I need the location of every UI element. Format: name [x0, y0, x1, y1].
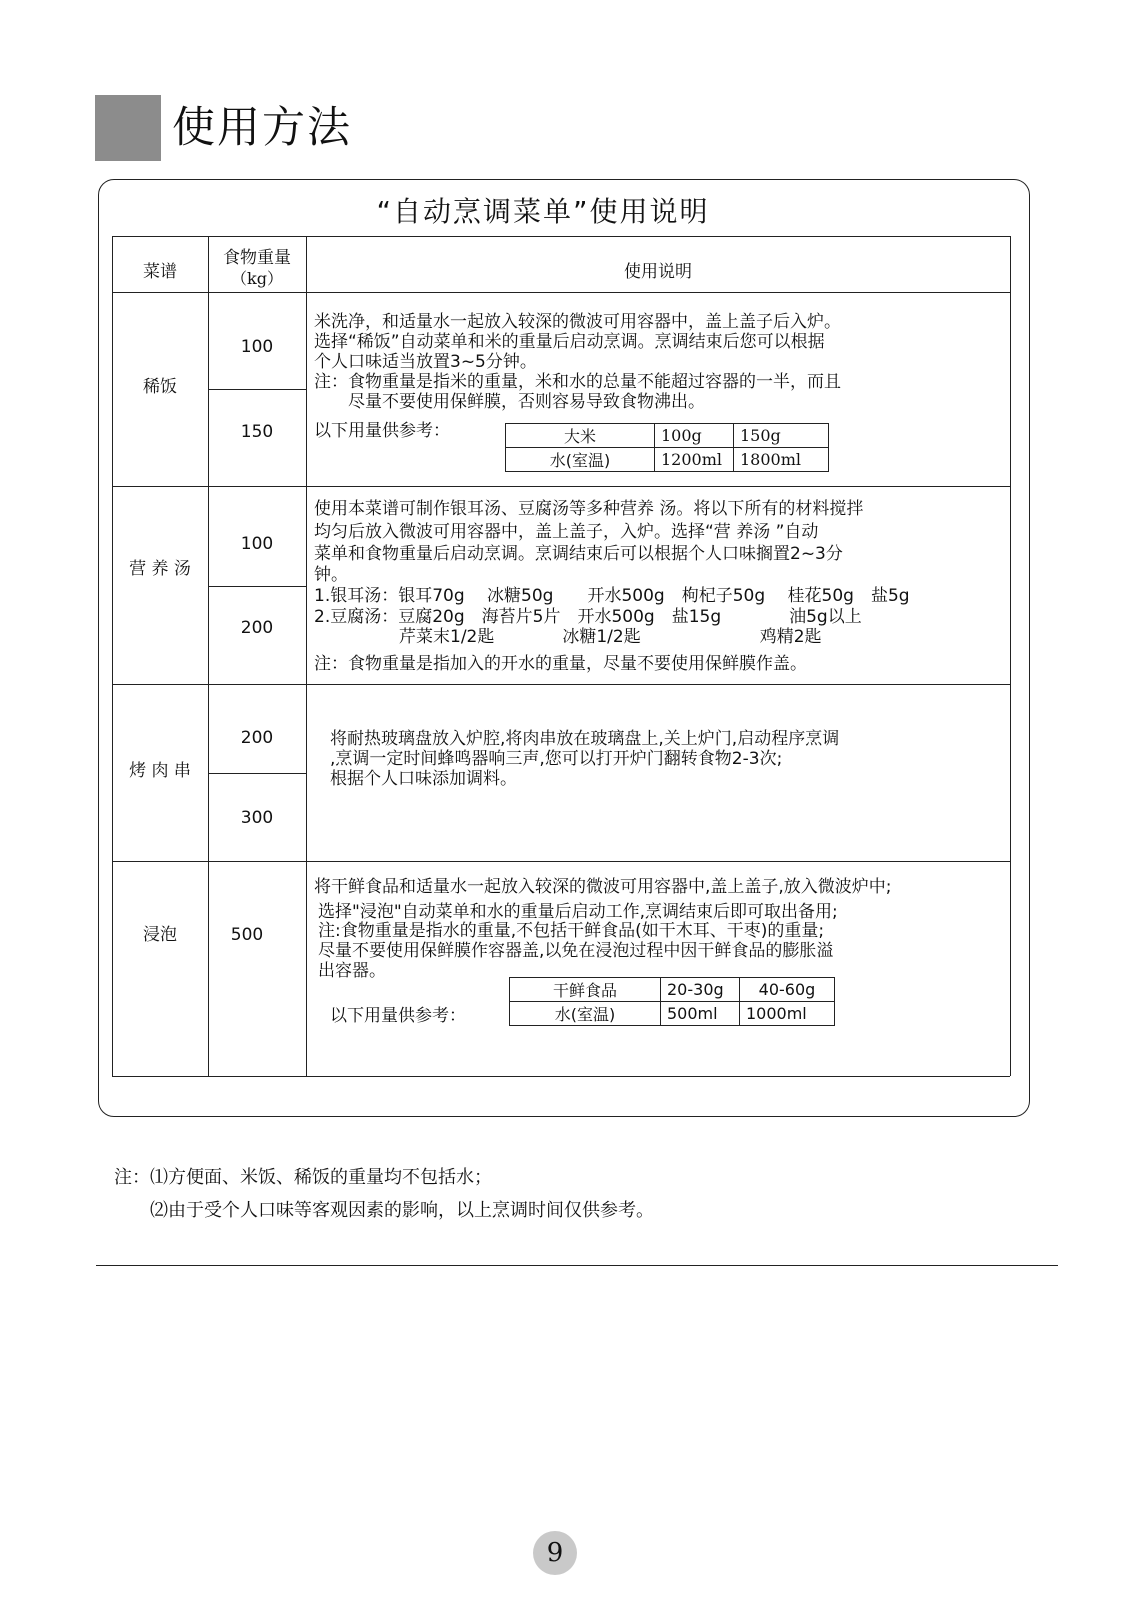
weight-value: 200 — [240, 618, 274, 638]
reference-table — [509, 977, 835, 1026]
menu-table — [112, 236, 1029, 1098]
instruction-line: 将干鲜食品和适量水一起放入较深的微波可用容器中,盖上盖子,放入微波炉中; — [314, 877, 892, 897]
section-title: 使用方法 — [172, 103, 352, 153]
header-weight: 食物重量 — [223, 248, 291, 268]
reference-cell: 干鲜食品 — [510, 978, 661, 1002]
instruction-line: 选择“稀饭”自动菜单和米的重量后启动烹调。烹调结束后您可以根据 — [314, 332, 825, 352]
reference-cell: 大米 — [506, 424, 655, 448]
instruction-line: 2.豆腐汤：豆腐20g 海苔片5片 开水500g 盐15g 油5g以上 — [314, 607, 862, 627]
instruction-line: 将耐热玻璃盘放入炉腔,将肉串放在玻璃盘上,关上炉门,启动程序烹调 — [330, 729, 840, 749]
weight-value: 150 — [240, 422, 274, 442]
instruction-line: 尽量不要使用保鲜膜，否则容易导致食物沸出。 — [314, 392, 705, 412]
reference-cell: 40-60g — [740, 978, 835, 1002]
recipe-name: 浸泡 — [143, 925, 177, 945]
reference-label: 以下用量供参考： — [314, 421, 450, 441]
recipe-name: 营 养 汤 — [129, 559, 191, 579]
instruction-line: 均匀后放入微波可用容器中，盖上盖子，入炉。选择“营 养汤 ”自动 — [314, 522, 819, 542]
header-weight-unit: （kg） — [231, 269, 283, 288]
instruction-line: 个人口味适当放置3~5分钟。 — [314, 352, 537, 372]
instruction-line: 使用本菜谱可制作银耳汤、豆腐汤等多种营养 汤。将以下所有的材料搅拌 — [314, 499, 864, 519]
weight-value: 500 — [230, 925, 264, 945]
instruction-line: 注：食物重量是指米的重量，米和水的总量不能超过容器的一半，而且 — [314, 372, 841, 392]
reference-cell: 1000ml — [740, 1002, 835, 1026]
reference-cell: 水(室温) — [510, 1002, 661, 1026]
table-title: “自动烹调菜单”使用说明 — [376, 195, 710, 228]
instruction-line: 注:食物重量是指水的重量,不包括干鲜食品(如干木耳、干枣)的重量; — [318, 921, 825, 941]
reference-cell: 1800ml — [734, 448, 829, 472]
recipe-name: 烤 肉 串 — [129, 761, 191, 781]
footnote: 注：⑴方便面、米饭、稀饭的重量均不包括水； — [114, 1167, 492, 1188]
instruction-line: 钟。 — [314, 565, 348, 585]
weight-value: 200 — [240, 728, 274, 748]
reference-cell: 500ml — [661, 1002, 740, 1026]
instruction-line: 1.银耳汤：银耳70g 冰糖50g 开水500g 枸杞子50g 桂花50g 盐5g — [314, 586, 910, 606]
instruction-line: 注：食物重量是指加入的开水的重量，尽量不要使用保鲜膜作盖。 — [314, 654, 807, 674]
reference-cell: 1200ml — [655, 448, 734, 472]
footnote: ⑵由于受个人口味等客观因素的影响，以上烹调时间仅供参考。 — [114, 1200, 654, 1221]
divider — [96, 1265, 1058, 1266]
reference-label: 以下用量供参考： — [330, 1006, 466, 1026]
header-recipe: 菜谱 — [143, 262, 177, 282]
weight-value: 100 — [240, 337, 274, 357]
instruction-line: 出容器。 — [318, 961, 386, 981]
reference-cell: 150g — [734, 424, 829, 448]
weight-value: 300 — [240, 808, 274, 828]
recipe-name: 稀饭 — [143, 377, 177, 397]
page-number: 9 — [533, 1531, 577, 1575]
reference-cell: 水(室温) — [506, 448, 655, 472]
instruction-line: 芹菜末1/2匙 冰糖1/2匙 鸡精2匙 — [314, 627, 822, 647]
instruction-line: 根据个人口味添加调料。 — [330, 769, 517, 789]
reference-table — [505, 423, 829, 472]
instruction-line: 菜单和食物重量后启动烹调。烹调结束后可以根据个人口味搁置2~3分 — [314, 544, 843, 564]
instruction-line: ,烹调一定时间蜂鸣器响三声,您可以打开炉门翻转食物2-3次; — [330, 749, 783, 769]
instruction-line: 尽量不要使用保鲜膜作容器盖,以免在浸泡过程中因干鲜食品的膨胀溢 — [318, 941, 834, 961]
reference-cell: 20-30g — [661, 978, 740, 1002]
instruction-line: 选择"浸泡"自动菜单和水的重量后启动工作,烹调结束后即可取出备用; — [318, 902, 838, 922]
section-marker — [95, 95, 161, 161]
header-instructions: 使用说明 — [624, 262, 692, 282]
reference-cell: 100g — [655, 424, 734, 448]
weight-value: 100 — [240, 534, 274, 554]
instruction-line: 米洗净，和适量水一起放入较深的微波可用容器中，盖上盖子后入炉。 — [314, 312, 841, 332]
